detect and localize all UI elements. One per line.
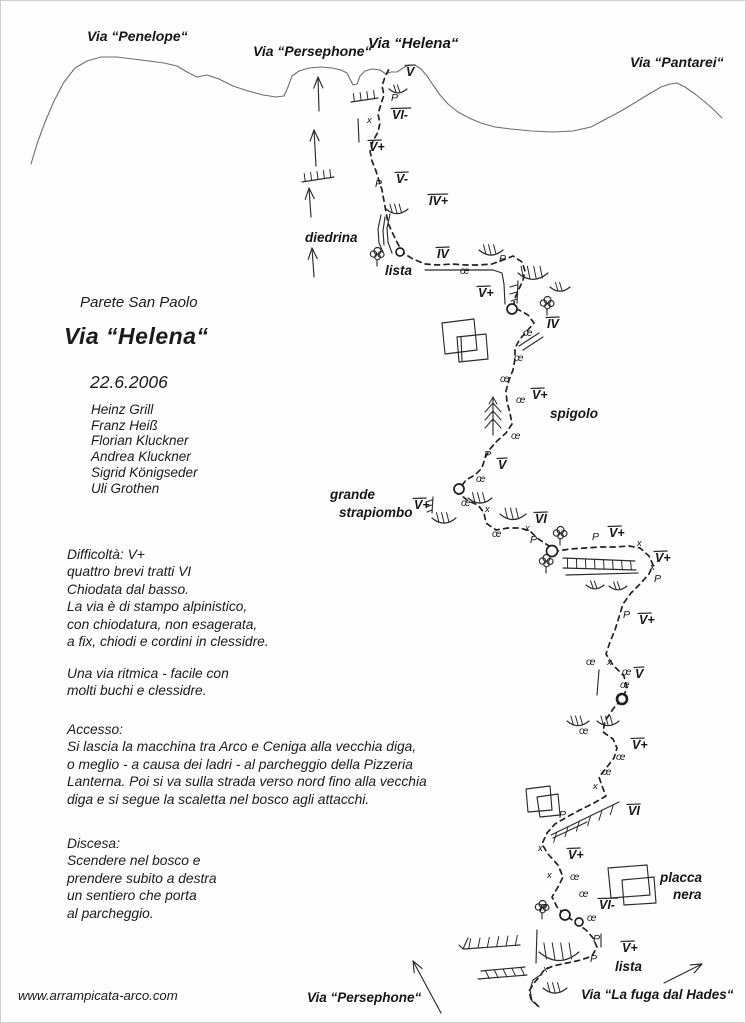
overhang-symbol <box>586 585 604 589</box>
ledge-hatch <box>351 98 378 102</box>
ledge-hatch <box>464 945 520 949</box>
grade-label: V+ <box>532 388 548 402</box>
belay-ring <box>396 248 404 256</box>
ledge-tick <box>494 970 498 978</box>
feature-label: lista <box>615 959 643 974</box>
grade-label: V+ <box>568 848 584 862</box>
ledge-tick <box>469 939 471 949</box>
thread-symbol: œ <box>523 328 533 339</box>
grade-label: IV <box>547 317 559 331</box>
text-line: o meglio - a causa dei ladri - al parcheggio della Pizzeria <box>67 756 413 772</box>
grade-label: V+ <box>369 140 385 154</box>
belay-ring <box>617 694 627 704</box>
overhang-tick <box>447 513 450 523</box>
ledge-tick <box>485 971 489 979</box>
ledge-rung <box>631 561 632 570</box>
difficulty-notes <box>67 546 269 650</box>
ledge-tick <box>317 172 318 180</box>
grade-label: V+ <box>478 286 494 300</box>
grade-label: V <box>635 667 644 681</box>
overhang-tick <box>553 983 556 993</box>
team-member: Andrea Kluckner <box>91 449 191 465</box>
grade-label: VI <box>535 512 547 526</box>
rock-block <box>537 794 560 817</box>
feature-label: lista <box>385 263 413 278</box>
fir-tree-icon <box>485 419 493 428</box>
grade-label: V+ <box>632 738 648 752</box>
text-line: Chiodata dal basso. <box>67 581 189 597</box>
team-member: Florian Kluckner <box>91 433 189 449</box>
overhang-tick <box>576 716 579 725</box>
piton-symbol: P <box>654 573 662 585</box>
piton-symbol: P <box>559 809 567 821</box>
grade-label: IV+ <box>429 194 449 208</box>
text-line: un sentiero che porta <box>67 888 197 904</box>
route-name-label: Via “Persephone“ <box>307 990 422 1005</box>
ledge-tick <box>353 94 354 102</box>
belay-ring <box>560 910 570 920</box>
text-line: Difficoltà: V+ <box>67 547 145 562</box>
piton-symbol: P <box>593 933 601 945</box>
team-member: Sigrid Königseder <box>91 464 198 480</box>
rock-stroke <box>510 292 517 294</box>
team-member: Heinz Grill <box>91 402 154 417</box>
overhang-tick <box>478 493 481 503</box>
descent-notes <box>67 835 217 922</box>
grade-overline <box>638 613 651 614</box>
text-line: a fix, chiodi e cordini in clessidre. <box>67 634 269 650</box>
thread-symbol: œ <box>476 474 486 485</box>
overhang-tick <box>552 943 555 959</box>
thread-symbol: œ <box>622 667 632 678</box>
team-list <box>91 402 198 496</box>
overhang-tick <box>580 716 583 725</box>
thread-symbol: œ <box>460 266 470 277</box>
ledge-tick <box>506 936 508 946</box>
rock-stroke <box>383 217 385 245</box>
ledge-tick <box>311 173 312 181</box>
team-member: Uli Grothen <box>91 480 160 496</box>
piton-symbol: P <box>540 902 548 914</box>
rock-block <box>608 865 650 898</box>
bolt-symbol: x <box>367 115 372 126</box>
grade-overline <box>598 898 618 899</box>
piton-symbol: P <box>592 531 600 543</box>
bolt-symbol: x <box>543 964 548 975</box>
ledge-tick <box>497 937 499 947</box>
feature-label: diedrina <box>305 230 358 245</box>
thread-symbol: œ <box>602 767 612 778</box>
crag-name: Parete San Paolo <box>80 294 198 311</box>
text-line: Si lascia la macchina tra Arco e Ceniga alla vecchia diga, <box>67 739 417 755</box>
text-line: diga e si segue la scaletta nel bosco agli attacchi. <box>67 791 370 807</box>
grade-label: V <box>498 458 507 472</box>
grade-label: VI <box>628 804 640 818</box>
overhang-tick <box>591 581 594 588</box>
ledge-rung <box>613 560 614 569</box>
piton-symbol: P <box>623 609 631 621</box>
grade-overline <box>634 667 644 668</box>
overhang-tick <box>527 266 530 278</box>
thread-symbol: œ <box>586 657 596 668</box>
grade-overline <box>627 804 640 805</box>
grade-overline <box>546 317 559 318</box>
thread-symbol: œ <box>579 889 589 900</box>
overhang-tick <box>489 245 492 255</box>
grade-overline <box>477 286 490 287</box>
ledge-tick <box>323 171 324 179</box>
section-heading: Accesso: <box>67 722 123 737</box>
belay-ring <box>507 304 517 314</box>
route-name-label: Via “La fuga dal Hades“ <box>581 987 734 1002</box>
rock-stroke <box>478 975 527 979</box>
bolt-symbol: x <box>650 562 655 573</box>
grade-overline <box>368 140 381 141</box>
grade-label: V+ <box>655 551 671 565</box>
thread-symbol: œ <box>587 913 597 924</box>
thread-symbol: œ <box>511 431 521 442</box>
thread-symbol: œ <box>492 529 502 540</box>
grade-label: V+ <box>609 526 625 540</box>
grade-overline <box>405 65 415 66</box>
belay-ring <box>454 484 464 494</box>
ledge-tick <box>478 938 480 948</box>
ledge-tick <box>487 937 489 947</box>
arrow-head-icon <box>413 961 422 973</box>
ledge-tick <box>515 935 517 945</box>
overhang-tick <box>610 716 613 725</box>
text-line: Scendere nel bosco e <box>67 853 201 869</box>
piton-symbol: P <box>375 178 383 190</box>
ledge-hatch <box>563 558 635 561</box>
route-title: Via “Helena“ <box>64 323 209 349</box>
grade-overline <box>531 388 544 389</box>
character-notes <box>67 665 229 700</box>
overhang-tick <box>617 582 620 589</box>
ledge-tick <box>360 93 361 101</box>
thread-symbol: œ <box>620 680 630 691</box>
text-line: con chiodatura, non esagerata, <box>67 616 258 632</box>
piton-symbol: P <box>530 534 538 546</box>
grade-label: IV <box>437 247 449 261</box>
overhang-tick <box>494 245 497 255</box>
arrow-icon <box>314 130 316 166</box>
team-member: Franz Heiß <box>91 417 158 433</box>
bolt-symbol: x <box>525 523 530 534</box>
piton-symbol: P <box>499 253 507 265</box>
thread-symbol: œ <box>500 374 510 385</box>
ledge-rung <box>604 560 605 569</box>
grade-label: VI- <box>392 108 408 122</box>
overhang-symbol <box>550 287 570 291</box>
ledge-tick <box>521 967 525 975</box>
grade-overline <box>567 848 580 849</box>
ledge-tick <box>304 174 305 182</box>
rock-stroke <box>510 285 517 287</box>
text-line: Una via ritmica - facile con <box>67 666 229 681</box>
overhang-tick <box>561 943 564 959</box>
ledge-hatch <box>563 568 636 570</box>
grade-label: V+ <box>622 941 638 955</box>
text-line: quattro brevi tratti VI <box>67 564 192 580</box>
bolt-symbol: x <box>485 504 490 515</box>
bolt-symbol: x <box>593 781 598 792</box>
overhang-tick <box>558 983 561 993</box>
ledge-rung <box>622 560 623 569</box>
grade-overline <box>654 551 667 552</box>
overhang-symbol <box>609 586 627 590</box>
rock-block <box>622 877 656 905</box>
thread-symbol: œ <box>570 872 580 883</box>
grade-overline <box>497 458 507 459</box>
grade-overline <box>391 108 411 109</box>
route-name-label: Via “Pantarei“ <box>630 54 724 70</box>
route-name-label: Via “Penelope“ <box>87 28 188 44</box>
ledge-tick <box>503 969 507 977</box>
piton-symbol: P <box>484 449 492 461</box>
route-name-label: Via “Helena“ <box>368 35 459 52</box>
rock-stroke <box>461 337 462 361</box>
rock-stroke <box>597 670 599 695</box>
bolt-symbol: x <box>607 657 612 668</box>
rock-stroke <box>378 215 383 252</box>
grade-label: V+ <box>639 613 655 627</box>
feature-label: strapiombo <box>339 505 413 520</box>
overhang-tick <box>399 204 402 213</box>
thread-symbol: œ <box>514 353 524 364</box>
rock-stroke <box>459 938 468 949</box>
overhang-tick <box>594 581 597 588</box>
ledge-tick <box>374 91 375 99</box>
overhang-tick <box>442 513 445 523</box>
overhang-tick <box>540 266 543 278</box>
grade-label: V+ <box>414 498 430 512</box>
website-url: www.arrampicata-arco.com <box>18 988 178 1003</box>
thread-symbol: œ <box>616 752 626 763</box>
ledge-tick <box>330 170 331 178</box>
arrow-icon <box>318 77 319 111</box>
arrow-icon <box>413 961 441 1013</box>
overhang-tick <box>560 283 563 291</box>
thread-symbol: œ <box>579 726 589 737</box>
grade-overline <box>428 194 448 195</box>
piton-symbol: P <box>391 92 399 104</box>
thread-symbol: œ <box>516 395 526 406</box>
grade-overline <box>621 941 634 942</box>
grade-label: VI- <box>599 898 615 912</box>
text-line: prendere subito a destra <box>67 870 217 886</box>
feature-label: spigolo <box>550 406 598 421</box>
overhang-tick <box>569 943 572 959</box>
text-line: Lanterna. Poi si va sulla strada verso nord fino alla vecchia <box>67 774 427 790</box>
rock-stroke <box>566 573 638 575</box>
section-heading: Discesa: <box>67 836 120 851</box>
overhang-tick <box>516 508 519 518</box>
access-notes <box>67 721 427 808</box>
overhang-tick <box>534 266 537 278</box>
overhang-tick <box>395 204 398 213</box>
fir-tree-icon <box>485 411 493 420</box>
fir-tree-icon <box>493 411 501 420</box>
bolt-symbol: x <box>538 843 543 854</box>
grade-label: V- <box>396 172 409 186</box>
ledge-tick <box>512 968 516 976</box>
overhang-tick <box>483 493 486 503</box>
rock-stroke <box>536 930 537 963</box>
rock-stroke <box>530 974 542 1007</box>
feature-label: grande <box>330 487 376 502</box>
ledge-tick <box>367 92 368 100</box>
grade-overline <box>395 172 408 173</box>
arrow-icon <box>664 964 702 983</box>
grade-overline <box>534 512 547 513</box>
belay-ring <box>575 918 583 926</box>
overhang-tick <box>555 283 558 291</box>
overhang-tick <box>614 582 617 589</box>
text-line: molti buchi e clessidre. <box>67 683 207 699</box>
text-line: La via è di stampo alpinistico, <box>67 599 248 615</box>
feature-label: placca <box>660 870 703 885</box>
route-name-label: Via “Persephone“ <box>253 43 372 59</box>
rock-stroke <box>358 119 359 142</box>
rock-stroke <box>553 822 587 838</box>
grade-overline <box>608 526 621 527</box>
grade-overline <box>436 247 449 248</box>
feature-label: nera <box>673 887 702 902</box>
ascent-date: 22.6.2006 <box>90 372 168 392</box>
grade-label: V <box>406 65 415 79</box>
text-line: al parcheggio. <box>67 905 154 921</box>
bolt-symbol: x <box>637 538 642 549</box>
bolt-symbol: x <box>547 870 552 881</box>
piton-symbol: P <box>590 953 598 965</box>
rock-stroke <box>511 299 517 301</box>
overhang-tick <box>505 508 508 518</box>
grade-overline <box>413 498 426 499</box>
grade-overline <box>631 738 644 739</box>
belay-ring <box>547 546 558 557</box>
fir-tree-icon <box>493 419 501 428</box>
thread-symbol: œ <box>461 498 471 509</box>
overhang-tick <box>511 508 514 518</box>
